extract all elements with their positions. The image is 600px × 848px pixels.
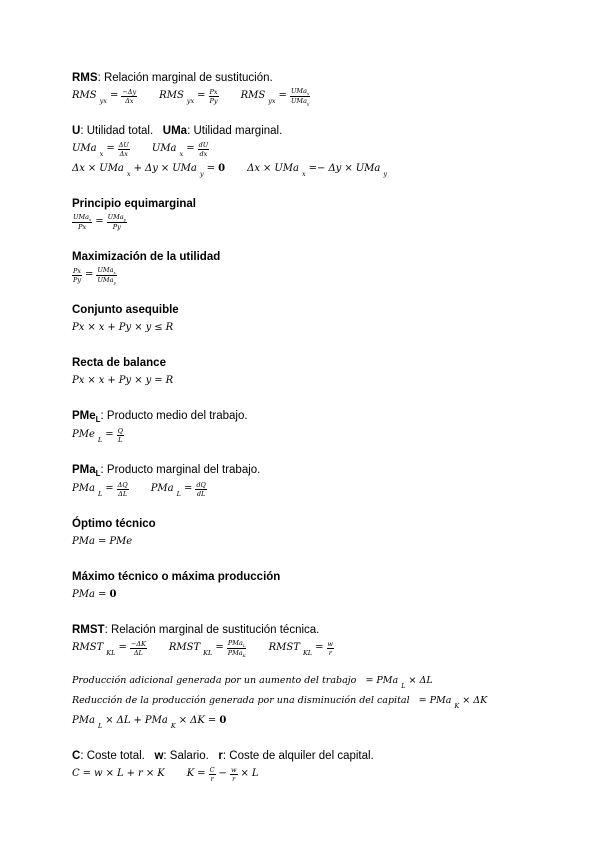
equimarginal-formula: $\frac{UMa_x}{Px}$ = $\frac{UMa_y}{Py}$ [73, 213, 126, 231]
uma-formulas: UMa x = $\frac{\Delta U}{\Delta x}$ UMa x = $\frac{dU}{dx}$ [72, 140, 209, 158]
section-conjunto-asequible [72, 302, 542, 338]
section-recta-balance [72, 355, 542, 391]
uma-equilibrium-formulas: Δx × UMa x + Δy × UMa y = 0 Δx × UMa x =− Δy × UMa y [72, 163, 388, 178]
rms-formula-delta: RMS yx = $\frac{-\Delta y}{\Delta x}$ [72, 87, 137, 105]
rmst-heading: RMST: Relación marginal de sustitución técnica. [72, 624, 320, 636]
utility-heading: U: Utilidad total. UMa: Utilidad marginal. [72, 125, 283, 137]
conjunto-formula: Px × x + Py × y ≤ R [72, 322, 174, 333]
maximizacion-heading: Maximización de la utilidad [72, 251, 221, 263]
maximo-formula: PMa = 0 [72, 589, 117, 600]
section-pme [72, 408, 542, 445]
pma-formula-derivative: PMa L = $\frac{dQ}{dL}$ [150, 480, 206, 498]
formula-sheet [72, 70, 542, 801]
section-rmst [72, 622, 542, 658]
section-optimo-tecnico [72, 516, 542, 552]
costes-formulas: C = w × L + r × K K = $\frac{C}{r}$ − $\frac{w}{r}$ × L [72, 765, 259, 783]
rmst-formulas: RMST KL = $\frac{-\Delta K}{\Delta L}$ RMST KL = $\frac{PMa_L}{PMa_K}$ RMST KL = $\frac{w}{r}$ [72, 638, 334, 658]
section-rms [72, 70, 542, 106]
section-equimarginal [72, 196, 542, 232]
section-pma [72, 462, 542, 499]
optimo-formula: PMa = PMe [72, 536, 133, 547]
section-utility [72, 123, 542, 179]
maximizacion-formula: $\frac{Px}{Py}$ = $\frac{UMa_x}{UMa_y}$ [73, 265, 116, 285]
costes-heading: C: Coste total. w: Salario. r: Coste de alquiler del capital. [72, 750, 374, 762]
rms-formula-prices: RMS yx = $\frac{Px}{Py}$ [159, 87, 218, 105]
conjunto-heading: Conjunto asequible [72, 304, 179, 316]
produccion-aumento-formula: Producción adicional generada por un aumento del trabajo = PMa L × ΔL [72, 675, 433, 690]
pme-formula: PMe L = $\frac{Q}{L}$ [72, 426, 123, 444]
optimo-heading: Óptimo técnico [72, 518, 156, 530]
pme-heading: PMe$_L$: Producto medio del trabajo. [72, 410, 248, 424]
pma-heading: PMa$_L$: Producto marginal del trabajo. [72, 464, 261, 478]
equimarginal-heading: Principio equimarginal [72, 198, 196, 210]
rms-formula-uma: RMS yx = $\frac{UMa_x}{UMa_y}$ [240, 86, 310, 106]
section-produccion [72, 671, 542, 731]
produccion-equilibrio-formula: PMa L × ΔL + PMa K × ΔK = 0 [72, 715, 227, 730]
section-maximo-tecnico [72, 569, 542, 605]
rms-heading: RMS: Relación marginal de sustitución. [72, 72, 273, 84]
pma-formula-delta: PMa L = $\frac{\Delta Q}{\Delta L}$ [72, 480, 128, 498]
recta-heading: Recta de balance [72, 357, 166, 369]
recta-formula: Px × x + Py × y = R [72, 375, 174, 386]
rms-formulas [72, 86, 542, 106]
section-maximizacion [72, 249, 542, 285]
produccion-reduccion-formula: Reducción de la producción generada por una disminución del capital = PMa K × ΔK [72, 695, 488, 710]
section-costes [72, 748, 542, 784]
maximo-heading: Máximo técnico o máxima producción [72, 571, 281, 583]
